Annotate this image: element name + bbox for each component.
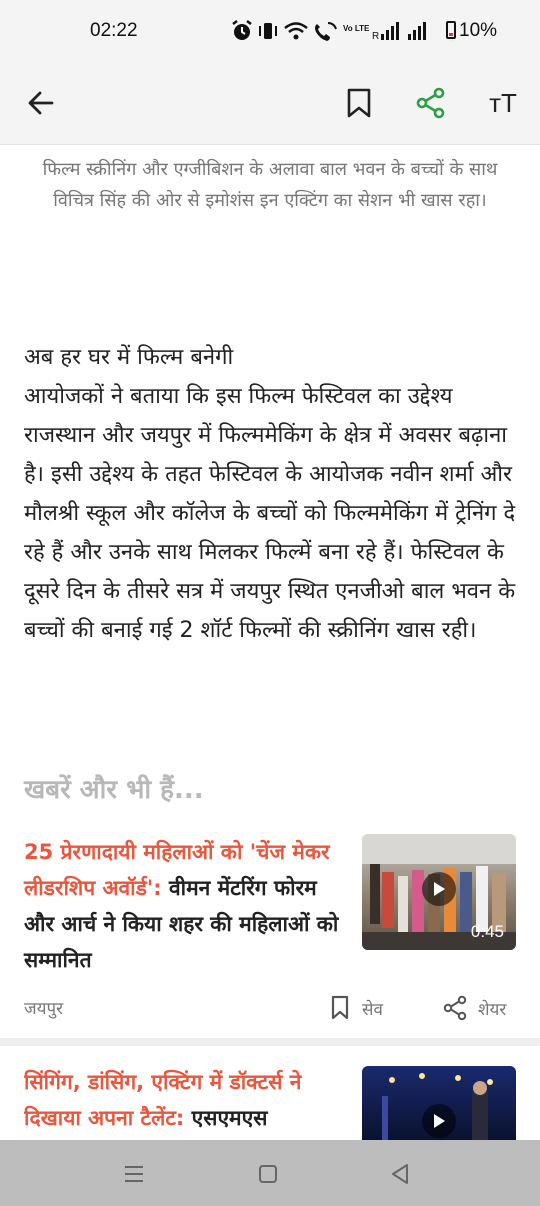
news-card-video-thumbnail[interactable] <box>362 834 516 950</box>
home-square-icon <box>258 1164 278 1184</box>
news-card-title-rest: एसएमएस <box>184 1106 268 1130</box>
card-divider <box>0 1038 540 1046</box>
news-card-highlight: 25 प्रेरणादायी महिलाओं को 'चेंज मेकर लीडरशिप अवॉर्ड': <box>24 840 330 900</box>
news-card-title[interactable] <box>24 1064 344 1140</box>
play-icon <box>432 881 446 897</box>
video-duration: 0:45 <box>470 922 504 941</box>
play-button[interactable] <box>422 872 456 906</box>
signal-icon-2 <box>408 22 426 40</box>
news-card-location: जयपुर <box>24 999 64 1019</box>
news-card-title-rest: वीमन मेंटरिंग फोरम और आर्च ने किया शहर की महिलाओं को सम्मानित <box>24 876 339 972</box>
back-nav-button[interactable] <box>382 1156 418 1192</box>
battery-indicator <box>446 20 497 42</box>
article-toolbar <box>0 62 540 145</box>
alarm-icon <box>233 21 251 40</box>
news-card-video-thumbnail[interactable] <box>362 1066 516 1140</box>
back-button[interactable] <box>18 80 64 126</box>
bookmark-icon <box>330 995 350 1021</box>
volte-icon: Vo LTE <box>343 24 370 33</box>
vibrate-icon <box>260 23 276 39</box>
back-triangle-icon <box>390 1163 410 1185</box>
play-button[interactable] <box>422 1104 456 1138</box>
article-subheading: अब हर घर में फिल्म बनेगी <box>24 345 234 370</box>
status-bar <box>0 0 540 62</box>
wifi-calling-icon <box>315 23 336 41</box>
system-navigation-bar <box>0 1140 540 1206</box>
font-size-button[interactable] <box>480 80 526 126</box>
news-card-meta <box>24 992 516 1024</box>
share-icon <box>442 995 468 1021</box>
share-button[interactable] <box>408 80 454 126</box>
signal-icon <box>381 22 399 40</box>
share-label: शेयर <box>478 999 507 1020</box>
share-icon <box>415 87 447 119</box>
share-button[interactable] <box>442 992 506 1024</box>
recent-apps-button[interactable] <box>116 1156 152 1192</box>
status-time: 02:22 <box>90 20 138 41</box>
image-caption: फिल्म स्क्रीनिंग और एग्जीबिशन के अलावा बाल भवन के बच्चों के साथ विचित्र सिंह की ओर से इमोशंस इन एक्टिंग का सेशन भी खास रहा। <box>42 159 498 211</box>
menu-lines-icon <box>124 1165 144 1183</box>
play-icon <box>432 1113 446 1129</box>
save-label: सेव <box>362 999 383 1020</box>
battery-percent: 10% <box>459 20 498 41</box>
status-icons <box>228 18 438 44</box>
bookmark-icon <box>345 88 373 118</box>
news-card-title[interactable] <box>24 834 344 978</box>
battery-icon <box>446 21 456 39</box>
wifi-icon <box>285 24 307 40</box>
home-button[interactable] <box>250 1156 286 1192</box>
roaming-label: R <box>372 31 380 42</box>
more-news-heading: खबरें और भी हैं... <box>24 775 204 805</box>
article-body <box>24 338 524 650</box>
save-button[interactable] <box>330 992 383 1024</box>
font-size-label: тT <box>489 87 517 118</box>
news-card-highlight: सिंगिंग, डांसिंग, एक्टिंग में डॉक्टर्स ने दिखाया अपना टैलेंट: <box>24 1070 302 1130</box>
article-paragraph: आयोजकों ने बताया कि इस फिल्म फेस्टिवल का उद्देश्य राजस्थान और जयपुर में फिल्ममेकिंग के क्षेत्र में अवसर बढ़ाना है। इसी उद्देश्य के तहत फेस्टिवल के आयोजक नवीन शर्मा और मौलश्री स्कूल और कॉलेज के बच्चों को फिल्ममेकिंग में ट्रेनिंग दे रहे हैं और उनके साथ मिलकर फिल्में बना रहे हैं। फेस्टिवल के दूसरे दिन के तीसरे सत्र में जयपुर स्थित एनजीओ बाल भवन के बच्चों की बनाई गई 2 शॉर्ट फिल्मों की स्क्रीनिंग खास रही। <box>24 384 516 643</box>
bookmark-button[interactable] <box>336 80 382 126</box>
arrow-left-icon <box>27 89 55 117</box>
